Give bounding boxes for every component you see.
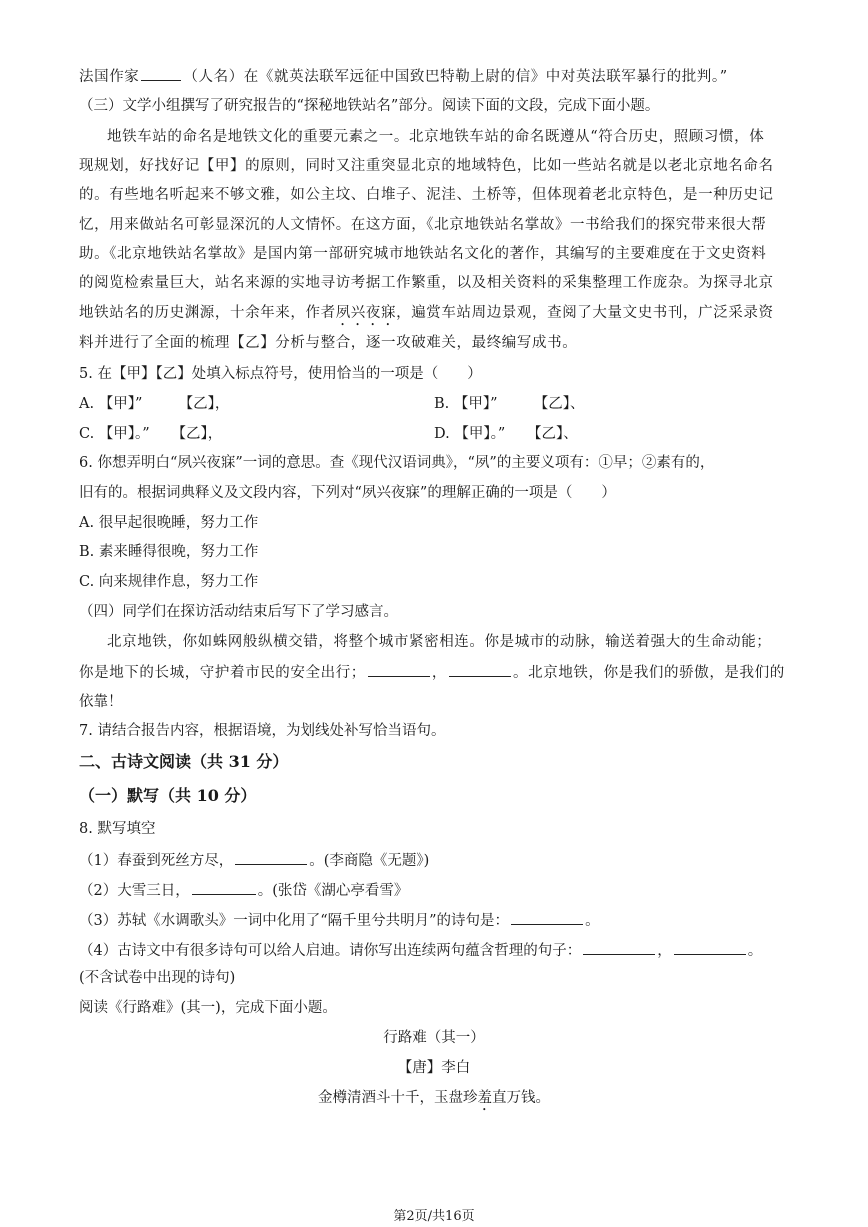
q4-tail-pre: 法国作家 (79, 69, 140, 85)
sub1-heading: （一）默写（共 10 分） (79, 786, 257, 805)
q8-item-3 (79, 910, 600, 931)
q4-tail-post: （人名）在《就英法联军远征中国致巴特勒上尉的信》中对英法联军暴行的批判。” (183, 69, 728, 85)
passage-line: 地铁车站的命名是地铁文化的重要元素之一。北京地铁车站的命名既遵从“符合历史，照顾习惯，体 (107, 129, 765, 145)
answer-blank[interactable] (141, 66, 181, 81)
passage-line: 现规划，好找好记【甲】的原则，同时又注重突显北京的地域特色，比如一些站名就是以老北京地名命名 (79, 158, 774, 174)
q8-stem: 8. 默写填空 (79, 821, 156, 837)
q4-tail-line (79, 66, 728, 87)
passage-text: ，遍赏车站周边景观，查阅了大量文史书刊，广泛采录资 (396, 305, 774, 321)
q8-item-2 (79, 880, 408, 901)
passage-line: 的。有些地名听起来不够文雅，如公主坟、白堆子、泥洼、土桥等，但体现着老北京特色，是一种历史记 (79, 187, 774, 203)
q5-option-d[interactable]: D. 【甲】。” 【乙】、 (434, 426, 578, 442)
q8-text: （1）春蚕到死丝方尽， (79, 853, 234, 869)
poem-author: 【唐】李白 (397, 1060, 471, 1076)
q8-item-1 (79, 850, 429, 871)
answer-blank[interactable] (192, 880, 256, 895)
gratitude-line: 依靠！ (79, 694, 123, 710)
q5-stem: 5. 在【甲】【乙】处填入标点符号，使用恰当的一项是（ ） (79, 366, 482, 382)
passage-text: 地铁站名的历史渊源，十余年来，作者 (79, 305, 336, 321)
q8-note: (不含试卷中出现的诗句) (79, 970, 236, 986)
section3-intro: （三）文学小组撰写了研究报告的“探秘地铁站名”部分。阅读下面的文段，完成下面小题。 (79, 98, 660, 114)
q6-option-a[interactable]: A. 很早起很晚睡，努力工作 (79, 515, 259, 531)
page-footer: 第2页/共16页 (393, 1209, 475, 1224)
passage-line: 的阅览检索量巨大，站名来源的实地寻访考据工作繁重，以及相关资料的采集整理工作庞杂。为探寻北京 (79, 275, 774, 291)
q8-text: 。(张岱《湖心亭看雪》 (257, 883, 409, 899)
q6-stem-cont: 旧有的。根据词典释义及文段内容，下列对“夙兴夜寐”的理解正确的一项是（ ） (79, 485, 616, 501)
gratitude-text: 你是地下的长城，守护着市民的安全出行； (79, 665, 366, 681)
q8-text: （3）苏轼《水调歌头》一词中化用了“隔千里兮共明月”的诗句是： (79, 913, 510, 929)
reading-intro: 阅读《行路难》(其一)，完成下面小题。 (79, 1000, 337, 1016)
q7-stem: 7. 请结合报告内容，根据语境，为划线处补写恰当语句。 (79, 723, 446, 739)
q8-text: （4）古诗文中有很多诗句可以给人启迪。请你写出连续两句蕴含哲理的句子： (79, 943, 582, 959)
q6-stem: 6. 你想弄明白“夙兴夜寐”一词的意思。查《现代汉语词典》，“夙”的主要义项有：①早；②素有的， (79, 455, 715, 471)
gratitude-line: 北京地铁，你如蛛网般纵横交错，将整个城市紧密相连。你是城市的动脉，输送着强大的生命动能； (107, 634, 772, 650)
q8-text: 。(李商隐《无题》) (309, 853, 430, 869)
q6-option-c[interactable]: C. 向来规律作息，努力工作 (79, 574, 259, 590)
passage-line: 忆，用来做站名可彰显深沉的人文情怀。在这方面，《北京地铁站名掌故》一书给我们的探究带来很大帮 (79, 217, 767, 233)
q8-text: 。 (585, 913, 600, 929)
poem-line (0, 1088, 868, 1114)
poem-title: 行路难（其一） (383, 1030, 485, 1046)
q5-option-a[interactable]: A. 【甲】” 【乙】， (79, 396, 230, 412)
passage-line (79, 303, 774, 329)
passage-line: 料并进行了全面的梳理【乙】分析与整合，逐一攻破难关，最终编写成书。 (79, 335, 578, 351)
answer-blank[interactable] (511, 910, 583, 925)
q5-option-c[interactable]: C. 【甲】。” 【乙】， (79, 426, 223, 442)
gratitude-text: 。北京地铁，你是我们的骄傲，是我们的 (513, 665, 785, 681)
q5-option-b[interactable]: B. 【甲】” 【乙】、 (434, 396, 585, 412)
q6-option-b[interactable]: B. 素来睡得很晚，努力工作 (79, 544, 259, 560)
q8-text: （2）大雪三日， (79, 883, 190, 899)
q8-text: 。 (747, 943, 763, 959)
section4-intro: （四）同学们在探访活动结束后写下了学习感言。 (79, 604, 398, 620)
poem-text: 直万钱。 (492, 1090, 550, 1106)
answer-blank[interactable] (583, 940, 655, 955)
gratitude-line (79, 662, 785, 683)
emphasized-term: 夙兴夜寐 (335, 305, 397, 321)
gratitude-text: ， (431, 665, 448, 681)
part2-heading: 二、古诗文阅读（共 31 分） (79, 752, 289, 771)
answer-blank[interactable] (235, 850, 307, 865)
answer-blank[interactable] (674, 940, 746, 955)
q8-item-4 (79, 940, 762, 961)
answer-blank[interactable] (449, 662, 511, 677)
poem-text: 金樽清酒斗十千，玉盘珍 (318, 1090, 478, 1106)
passage-line: 助。《北京地铁站名掌故》是国内第一部研究城市地铁站名文化的著作，其编写的主要难度在于文史资料 (79, 246, 767, 262)
answer-blank[interactable] (368, 662, 430, 677)
emphasized-char: 羞 (477, 1090, 492, 1106)
q8-text: ， (657, 943, 672, 959)
